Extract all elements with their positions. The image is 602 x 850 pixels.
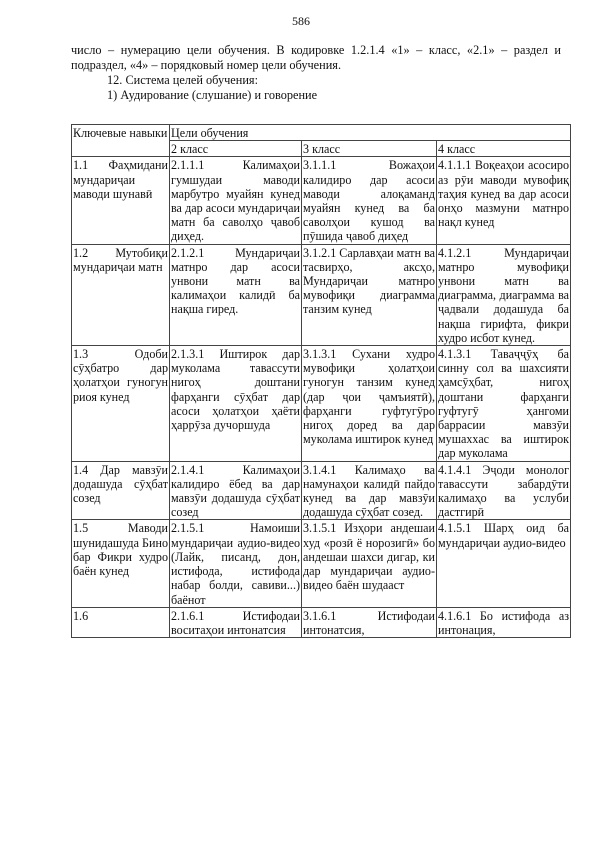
grade3-goal-cell: 3.1.5.1 Изҳори андешаи худ «розӣ ё норозигӣ» бо андешаи шахси дигар, ки дар мундариҷаи аудио-видео баён шудааст xyxy=(302,520,437,607)
grade2-goal-cell: 2.1.5.1 Намоиши мундариҷаи аудио-видео (Лайк, писанд, дон, истифода, истифода набар болди, савиви...) баёнот xyxy=(171,521,300,607)
grade3-goal-cell: 3.1.1.1 Вожаҳои калидиро дар асоси маводи алоқаманд муайян кунед ва ба саволҳои кушод ва пӯшида ҷавоб диҳед xyxy=(303,158,435,244)
section-heading: 12. Система целей обучения: xyxy=(107,73,258,87)
table-row xyxy=(72,244,571,345)
grade4-goal-cell: 4.1.5.1 Шарҳ оид ба мундариҷаи аудио-видео xyxy=(437,520,571,607)
skill-cell: 1.3 Одоби сӯҳбатро дар ҳолатҳои гуногун риоя кунед xyxy=(72,346,170,462)
header-grade2: 2 класс xyxy=(170,141,302,157)
grade2-goal-cell: 2.1.2.1 Мундариҷаи матнро дар асоси унвони матн ва калимаҳои калидӣ ба нақша гиред. xyxy=(170,244,302,345)
grade4-goal-cell: 4.1.3.1 Таваҷҷӯҳ ба синну сол ва шахсияти ҳамсӯҳбат, нигоҳ доштани фарҳанги гуфтугӯ ҳангоми баррасии мавзӯи мушаххас ва иштирок дар муколама xyxy=(438,347,570,461)
table-row xyxy=(72,461,571,520)
table-row xyxy=(72,157,571,244)
table-row xyxy=(72,346,571,462)
skill-cell: 1.6 xyxy=(72,607,170,637)
grade3-goal-cell: 3.1.2.1 Сарлавҳаи матн ва тасвирҳо, аксҳо, Мундариҷаи матнро мувофиқи диаграмма танзим кунед xyxy=(302,244,437,345)
grade3-goal-cell: 3.1.3.1 Сухани худро мувофиқи ҳолатҳои гуногун танзим кунед (дар ҷои ҷамъиятӣ), фарҳанги гуфтугӯро нигоҳ доред ва дар муколама иштирок кунед xyxy=(302,346,437,462)
header-goals: Цели обучения xyxy=(170,125,571,141)
skill-cell: 1.1 Фаҳмидани мундариҷаи маводи шунавӣ xyxy=(72,157,170,244)
grade2-goal-cell: 2.1.3.1 Иштирок дар муколама тавассути нигоҳ доштани фарҳанги сӯҳбат дар асоси ҳолатҳои ҳаёти ҳаррӯза дучоршуда xyxy=(170,346,302,462)
section-subheading: 1) Аудирование (слушание) и говорение xyxy=(107,88,318,102)
grade4-goal-cell: 4.1.2.1 Мундариҷаи матнро мувофиқи унвони матн ва диаграмма, диаграмма ва ҷадвали додашуда ба нақша гирифта, фикри худро исбот кунед. xyxy=(438,245,570,345)
table-header-row xyxy=(72,125,571,141)
grade2-goal-cell: 2.1.1.1 Калимаҳои гумшудаи маводи марбутро муайян кунед ва дар асоси мундариҷаи матн ба саволҳо ҷавоб диҳед. xyxy=(171,158,300,244)
header-grade3: 3 класс xyxy=(302,141,437,157)
table-row xyxy=(72,520,571,607)
grade4-goal-cell: 4.1.4.1 Эҷоди монолог тавассути забардӯти калимаҳо ва услуби дастгирӣ xyxy=(438,462,570,520)
grade2-goal-cell: 2.1.6.1 Истифодаи воситаҳои интонатсия xyxy=(171,608,300,637)
grade2-goal-cell: 2.1.4.1 Калимаҳои калидиро ёбед ва дар мавзӯи додашуда сӯҳбат созед xyxy=(171,462,300,520)
intro-paragraph: число – нумерацию цели обучения. В кодировке 1.2.1.4 «1» – класс, «2.1» – раздел и подраздел, «4» – порядковый номер цели обучения. xyxy=(71,43,561,72)
intro-text xyxy=(71,43,561,103)
grade4-goal-cell: 4.1.6.1 Бо истифода аз интонация, xyxy=(438,608,570,637)
grade4-goal-cell: 4.1.1.1 Воқеаҳои асосиро аз рӯи маводи мувофиқ таҳия кунед ва дар асоси онҳо мазмуни матнро нақл кунед xyxy=(437,157,571,244)
header-key-skills: Ключевые навыки xyxy=(72,125,170,157)
learning-goals-table xyxy=(71,124,571,638)
grade3-goal-cell: 3.1.6.1 Истифодаи интонатсия, xyxy=(303,608,435,637)
grade3-goal-cell: 3.1.4.1 Калимаҳо ва намунаҳои калидӣ пайдо кунед ва дар мавзӯи додашуда сӯҳбат созед. xyxy=(303,462,435,520)
table-row xyxy=(72,607,571,637)
page-number: 586 xyxy=(292,14,310,28)
skill-cell: 1.5 Маводи шунидашуда Бино бар Фикри худро баён кунед xyxy=(72,520,170,607)
skill-cell: 1.4 Дар мавзӯи додашуда сӯҳбат созед xyxy=(72,461,170,520)
skill-cell: 1.2 Мутобиқи мундариҷаи матн xyxy=(72,244,170,345)
header-grade4: 4 класс xyxy=(437,141,571,157)
